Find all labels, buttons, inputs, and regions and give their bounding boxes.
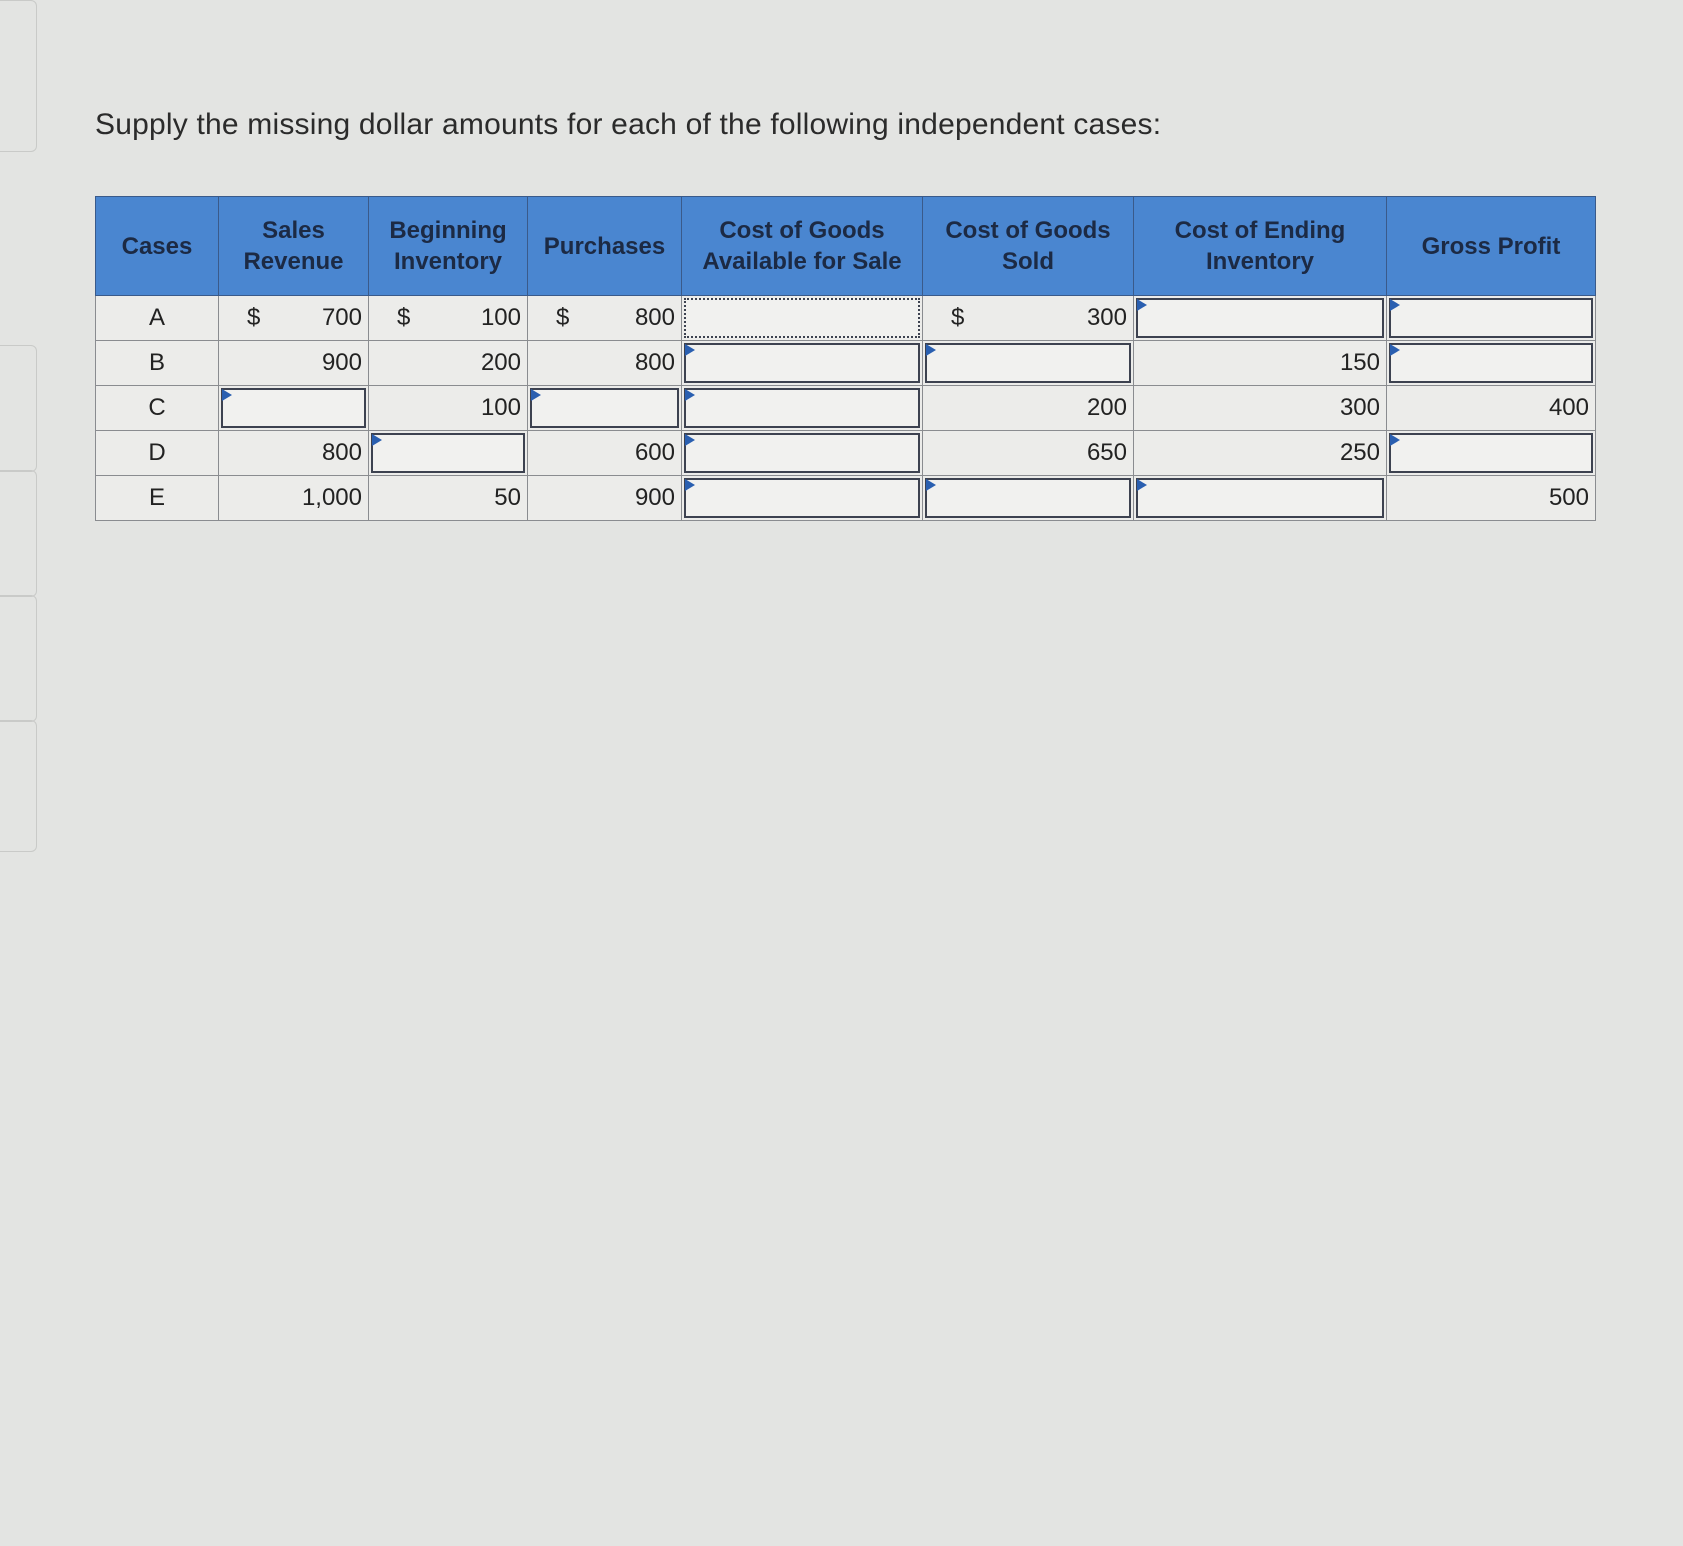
table-row (96, 341, 1596, 386)
margin-tab (0, 470, 37, 597)
cogs-value: 650 (923, 431, 1134, 476)
input-flag-icon (222, 389, 232, 401)
table-row (96, 386, 1596, 431)
answer-input[interactable] (1389, 298, 1593, 338)
purchases-cell (528, 296, 682, 341)
cogs-value: 200 (923, 386, 1134, 431)
case-label: D (96, 431, 219, 476)
dollar-sign: $ (951, 304, 965, 331)
input-flag-icon (1390, 344, 1400, 356)
purchases-value: 600 (528, 431, 682, 476)
answer-input[interactable] (1389, 343, 1593, 383)
sales-revenue-value: 800 (219, 431, 369, 476)
answer-input[interactable] (684, 433, 920, 473)
cogas-input-b[interactable] (682, 341, 923, 386)
beginning-inventory-value: 50 (369, 476, 528, 521)
purchases-value: 900 (528, 476, 682, 521)
beginning-inventory-value: 100 (369, 386, 528, 431)
cogs-cell (923, 296, 1134, 341)
answer-input[interactable] (371, 433, 525, 473)
ending-inventory-input-e[interactable] (1134, 476, 1387, 521)
header-cogas: Cost of Goods Available for Sale (682, 197, 923, 296)
cogas-input-d[interactable] (682, 431, 923, 476)
cogs-value: 300 (1086, 304, 1127, 331)
case-label: E (96, 476, 219, 521)
cogas-input-c[interactable] (682, 386, 923, 431)
header-beginning-inventory: Beginning Inventory (369, 197, 528, 296)
beginning-inventory-value: 100 (480, 304, 521, 331)
dollar-sign: $ (247, 304, 261, 331)
gross-profit-value: 500 (1387, 476, 1596, 521)
cogas-input-a[interactable] (682, 296, 923, 341)
answer-input[interactable] (684, 343, 920, 383)
ending-inventory-value: 250 (1134, 431, 1387, 476)
answer-input[interactable] (925, 343, 1131, 383)
input-flag-icon (926, 344, 936, 356)
ending-inventory-value: 300 (1134, 386, 1387, 431)
margin-tab (0, 0, 37, 152)
ending-inventory-input-a[interactable] (1134, 296, 1387, 341)
beginning-inventory-value: 200 (369, 341, 528, 386)
table-row (96, 476, 1596, 521)
answer-input[interactable] (925, 478, 1131, 518)
answer-input[interactable] (684, 388, 920, 428)
header-cases: Cases (96, 197, 219, 296)
gross-profit-input-d[interactable] (1387, 431, 1596, 476)
input-flag-icon (1390, 434, 1400, 446)
answer-input[interactable] (684, 298, 920, 338)
sales-revenue-cell (219, 296, 369, 341)
input-flag-icon (685, 389, 695, 401)
gross-profit-value: 400 (1387, 386, 1596, 431)
purchases-input-c[interactable] (528, 386, 682, 431)
case-label: A (96, 296, 219, 341)
answer-input[interactable] (1136, 478, 1384, 518)
cogs-input-e[interactable] (923, 476, 1134, 521)
input-flag-icon (685, 344, 695, 356)
table-row (96, 296, 1596, 341)
beginning-inventory-input-d[interactable] (369, 431, 528, 476)
sales-revenue-value: 900 (219, 341, 369, 386)
margin-tab (0, 345, 37, 472)
dollar-sign: $ (397, 304, 411, 331)
input-flag-icon (1137, 479, 1147, 491)
purchases-value: 800 (528, 341, 682, 386)
answer-input[interactable] (530, 388, 679, 428)
inventory-cases-table (95, 196, 1596, 521)
case-label: C (96, 386, 219, 431)
input-flag-icon (372, 434, 382, 446)
margin-tab (0, 595, 37, 722)
left-margin-tabs (0, 0, 40, 860)
answer-input[interactable] (1136, 298, 1384, 338)
input-flag-icon (1137, 299, 1147, 311)
answer-input[interactable] (1389, 433, 1593, 473)
header-purchases: Purchases (528, 197, 682, 296)
header-cogs: Cost of Goods Sold (923, 197, 1134, 296)
margin-tab (0, 720, 37, 852)
sales-revenue-input-c[interactable] (219, 386, 369, 431)
input-flag-icon (1390, 299, 1400, 311)
header-sales-revenue: Sales Revenue (219, 197, 369, 296)
answer-input[interactable] (221, 388, 366, 428)
input-flag-icon (685, 479, 695, 491)
header-gross-profit: Gross Profit (1387, 197, 1596, 296)
sales-revenue-value: 1,000 (219, 476, 369, 521)
instruction-text: Supply the missing dollar amounts for each of the following independent cases: (95, 108, 1162, 141)
purchases-value: 800 (634, 304, 675, 331)
input-flag-icon (685, 434, 695, 446)
input-flag-icon (926, 479, 936, 491)
cogas-input-e[interactable] (682, 476, 923, 521)
answer-input[interactable] (684, 478, 920, 518)
table-row (96, 431, 1596, 476)
beginning-inventory-cell (369, 296, 528, 341)
gross-profit-input-a[interactable] (1387, 296, 1596, 341)
case-label: B (96, 341, 219, 386)
ending-inventory-value: 150 (1134, 341, 1387, 386)
dollar-sign: $ (556, 304, 570, 331)
gross-profit-input-b[interactable] (1387, 341, 1596, 386)
input-flag-icon (531, 389, 541, 401)
sales-revenue-value: 700 (321, 304, 362, 331)
cogs-input-b[interactable] (923, 341, 1134, 386)
header-ending-inventory: Cost of Ending Inventory (1134, 197, 1387, 296)
header-row (96, 197, 1596, 296)
